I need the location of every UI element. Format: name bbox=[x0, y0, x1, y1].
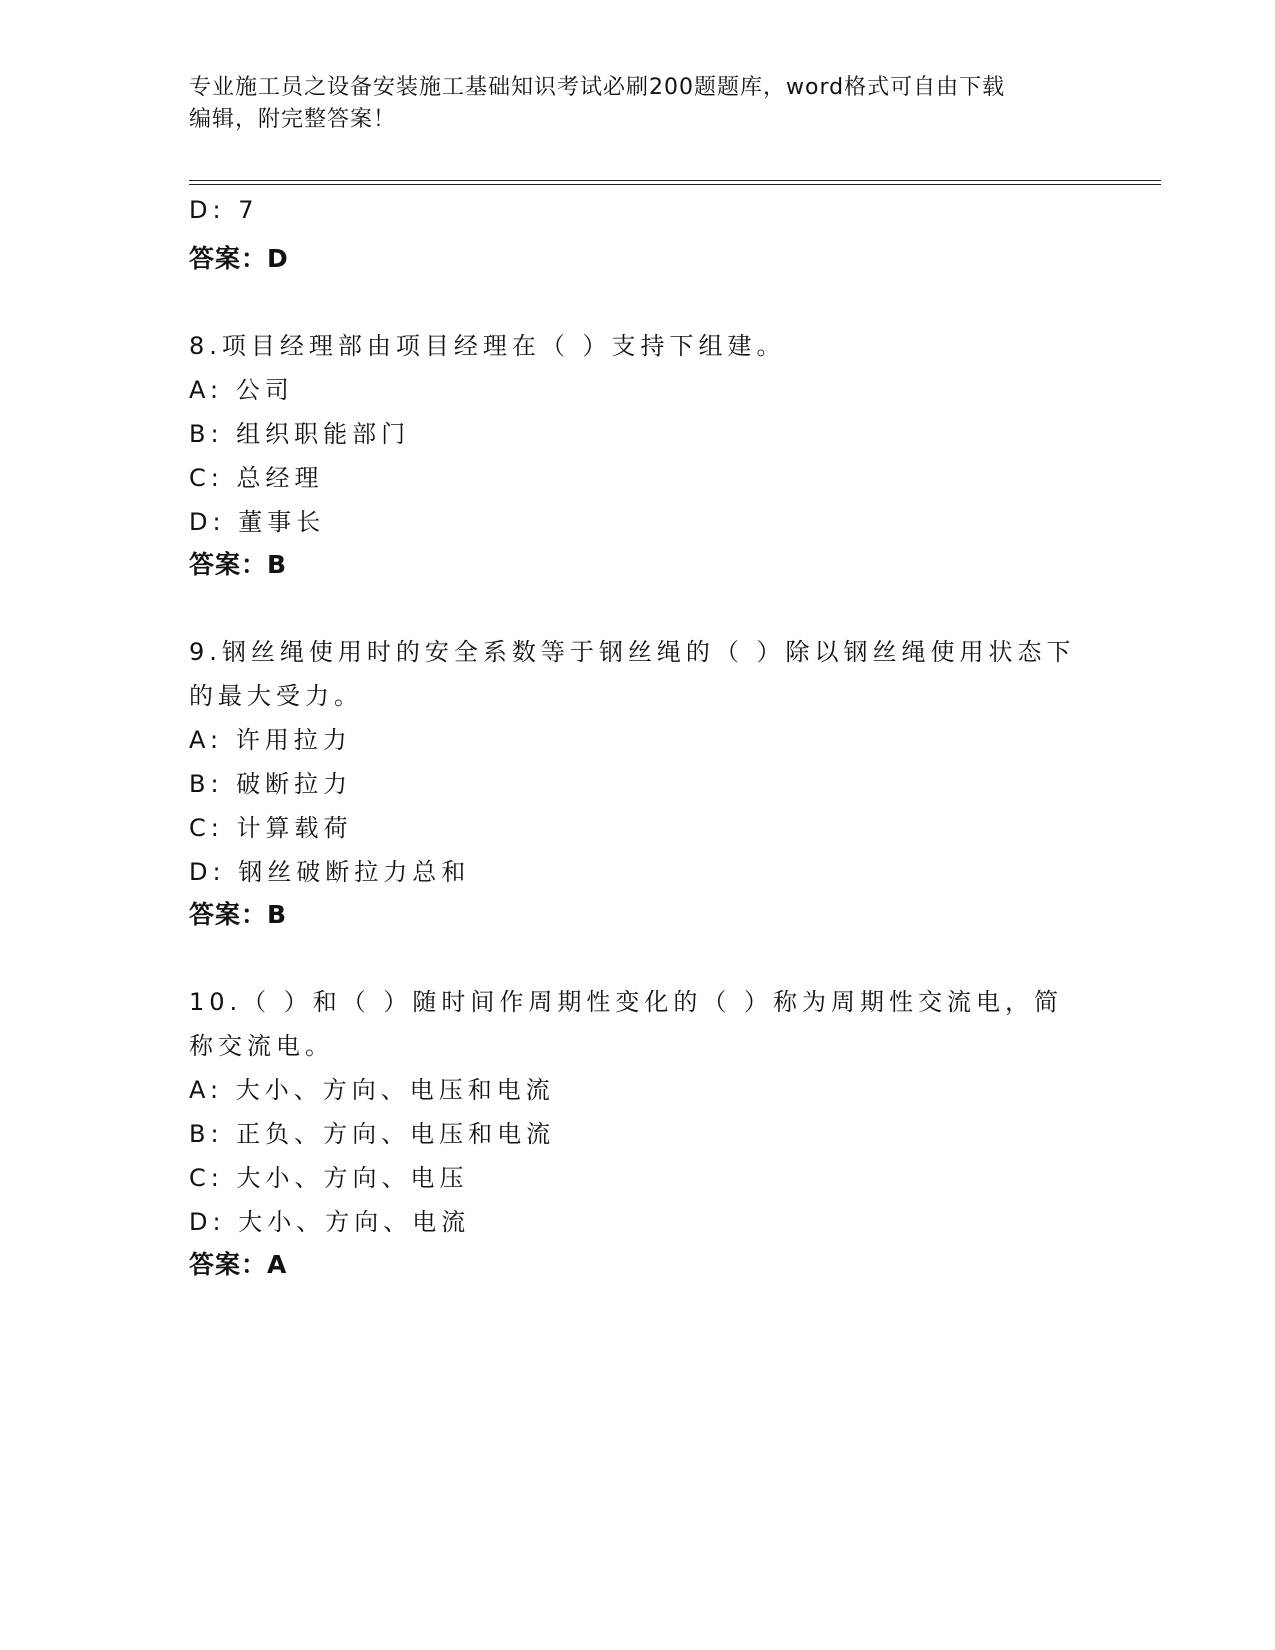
prev-answer: 答案：D bbox=[189, 244, 289, 273]
header-line-2: 编辑，附完整答案！ bbox=[189, 107, 397, 132]
q9-option-b: B: 破断拉力 bbox=[189, 770, 353, 798]
q10-answer: 答案：A bbox=[189, 1250, 288, 1279]
q8-option-c: C: 总经理 bbox=[189, 464, 324, 492]
q10-option-b: B: 正负、方向、电压和电流 bbox=[189, 1120, 556, 1148]
q8-stem: 8.项目经理部由项目经理在（ ）支持下组建。 bbox=[189, 332, 786, 360]
q9-option-c: C: 计算载荷 bbox=[189, 814, 353, 842]
header-divider-top bbox=[189, 180, 1161, 181]
document-header bbox=[189, 72, 1089, 136]
q8-option-b: B: 组织职能部门 bbox=[189, 420, 411, 448]
q10-stem-line-2: 称交流电。 bbox=[189, 1032, 334, 1060]
q8-option-d: D: 董事长 bbox=[189, 508, 326, 536]
q9-answer: 答案：B bbox=[189, 900, 288, 929]
q9-option-d: D: 钢丝破断拉力总和 bbox=[189, 858, 471, 886]
header-divider-bottom bbox=[189, 184, 1161, 185]
q9-stem-line-1: 9.钢丝绳使用时的安全系数等于钢丝绳的（ ）除以钢丝绳使用状态下 bbox=[189, 638, 1076, 666]
q8-answer: 答案：B bbox=[189, 550, 288, 579]
q10-option-c: C: 大小、方向、电压 bbox=[189, 1164, 469, 1192]
q9-stem-line-2: 的最大受力。 bbox=[189, 682, 363, 710]
prev-option-d: D: 7 bbox=[189, 196, 259, 224]
q10-option-d: D: 大小、方向、电流 bbox=[189, 1208, 471, 1236]
q10-option-a: A: 大小、方向、电压和电流 bbox=[189, 1076, 555, 1104]
header-line-1: 专业施工员之设备安装施工基础知识考试必刷200题题库，word格式可自由下载 bbox=[189, 75, 1006, 100]
q10-stem-line-1: 10.（ ）和（ ）随时间作周期性变化的（ ）称为周期性交流电，简 bbox=[189, 988, 1064, 1016]
q9-option-a: A: 许用拉力 bbox=[189, 726, 352, 754]
q8-option-a: A: 公司 bbox=[189, 376, 294, 404]
